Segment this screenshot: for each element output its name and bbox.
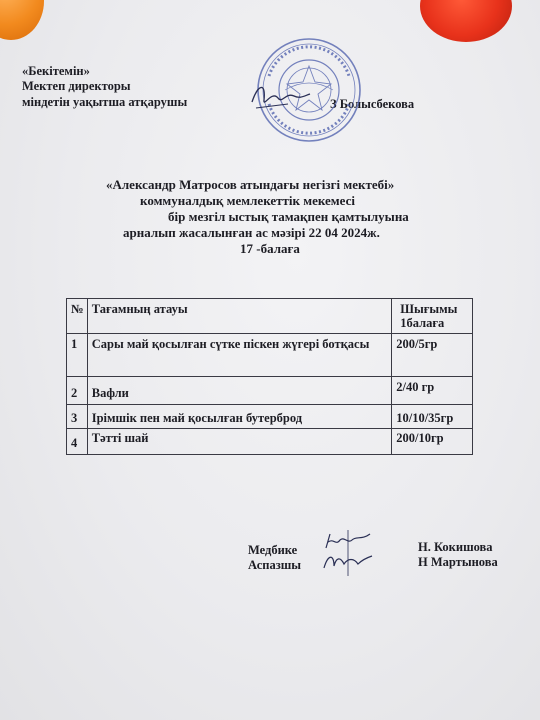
row-portion: 200/10гр	[392, 429, 473, 455]
row-portion: 2/40 гр	[392, 377, 473, 405]
title-line-2: коммуналдық мемлекеттік мекемесі	[140, 193, 355, 208]
table-row	[67, 405, 473, 429]
title-line-3: бір мезгіл ыстық тамақпен қамтылуына	[168, 209, 409, 224]
table-header-row	[67, 299, 473, 334]
row-dish: Вафли	[87, 377, 392, 405]
row-num: 1	[67, 334, 88, 377]
cook-name: Н Мартынова	[418, 555, 498, 569]
acting-position: міндетін уақытша атқарушы	[22, 95, 188, 109]
row-num: 2	[67, 377, 88, 405]
table-row	[67, 334, 473, 377]
row-dish: Тәтті шай	[87, 429, 392, 455]
row-dish: Сары май қосылған сүтке піскен жүгері ботқасы	[87, 334, 392, 377]
director-name: З Болысбекова	[330, 97, 415, 111]
nurse-role: Медбике	[248, 543, 298, 557]
cook-role: Аспазшы	[248, 558, 302, 572]
approval-label: «Бекітемін»	[22, 64, 90, 78]
director-signature-icon	[248, 78, 312, 114]
table-row	[67, 429, 473, 455]
staff-signatures-icon	[318, 528, 378, 578]
row-dish: Ірімшік пен май қосылған бутерброд	[87, 405, 392, 429]
title-line-5: 17 -балаға	[240, 241, 300, 256]
header-dish: Тағамның атауы	[87, 299, 392, 334]
row-portion: 10/10/35гр	[392, 405, 473, 429]
director-position: Мектеп директоры	[22, 79, 131, 93]
row-portion: 200/5гр	[392, 334, 473, 377]
header-num: №	[67, 299, 88, 334]
nurse-name: Н. Кокишова	[418, 540, 493, 554]
menu-table	[66, 298, 473, 455]
row-num: 3	[67, 405, 88, 429]
title-line-1: «Александр Матросов атындағы негізгі мектебі»	[106, 177, 395, 192]
title-line-4: арналып жасалынған ас мәзірі 22 04 2024ж.	[123, 225, 380, 240]
table-row	[67, 377, 473, 405]
header-portion: Шығымы 1балаға	[392, 299, 473, 334]
row-num: 4	[67, 429, 88, 455]
